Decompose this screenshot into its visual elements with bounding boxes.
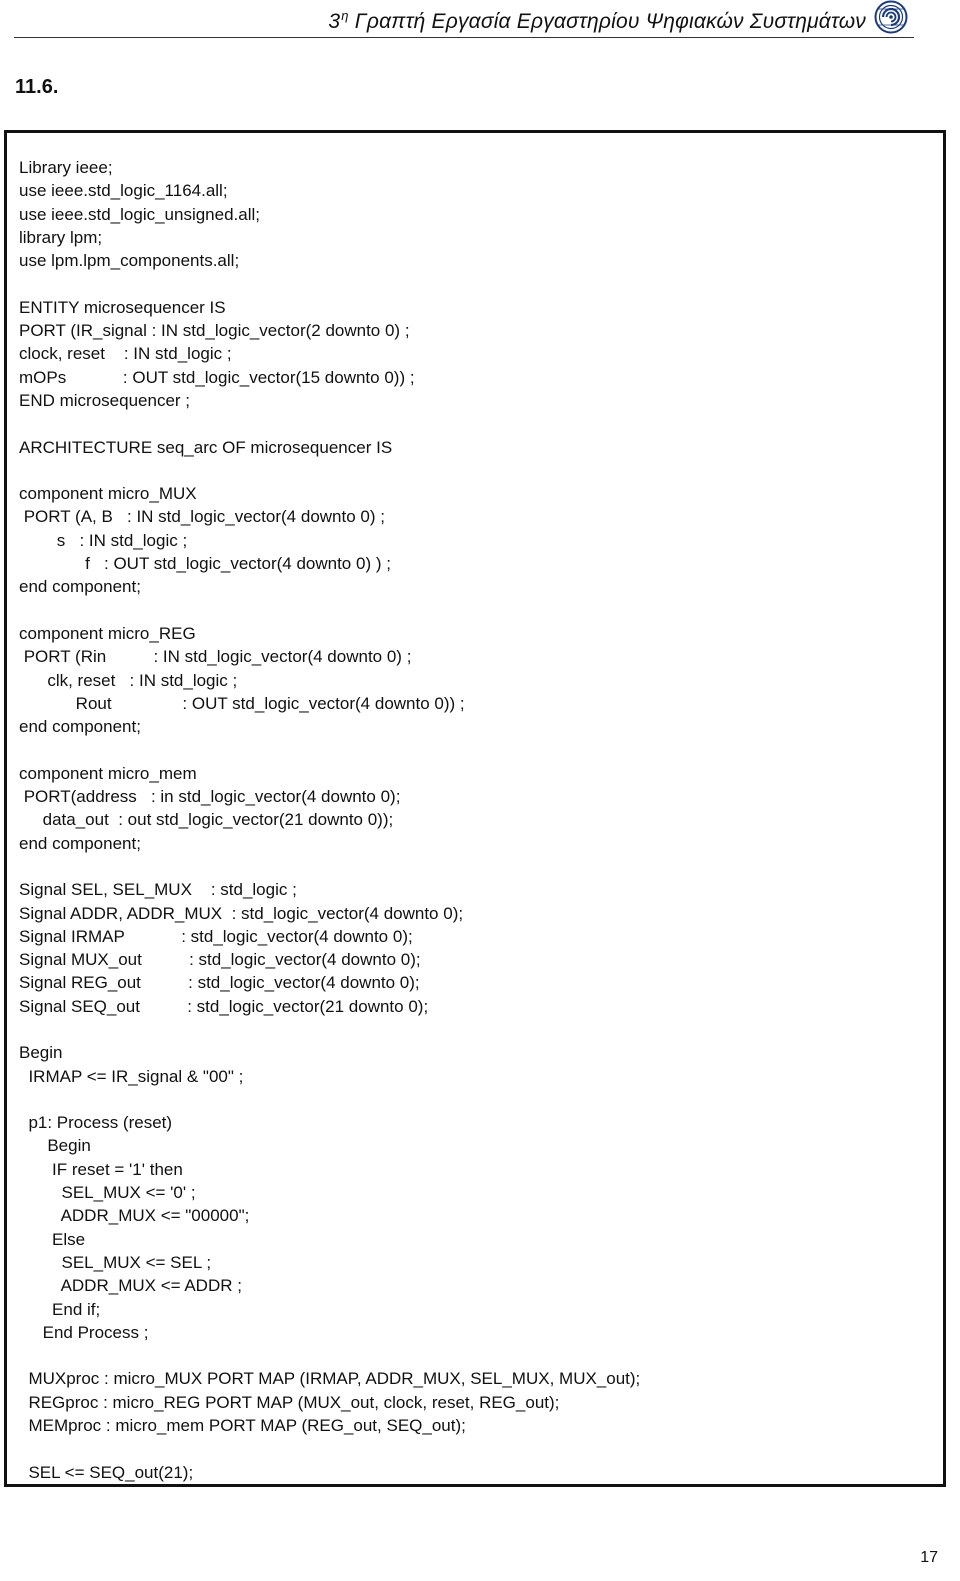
code-line: Begin [19, 1043, 63, 1063]
code-line: PORT (Rin : IN std_logic_vector(4 downto 0) ; [19, 647, 412, 667]
code-line: Signal IRMAP : std_logic_vector(4 downto 0); [19, 926, 413, 946]
header-divider [14, 37, 914, 38]
page-number: 17 [920, 1549, 938, 1566]
code-line: ARCHITECTURE seq_arc OF microsequencer IS [19, 437, 393, 457]
code-line: MEMproc : micro_mem PORT MAP (REG_out, SEQ_out); [19, 1416, 466, 1436]
header-title-ordinal: 3 [328, 10, 341, 33]
code-line: Signal REG_out : std_logic_vector(4 downto 0); [19, 973, 420, 993]
code-line: Begin [19, 1136, 91, 1156]
code-line [19, 1088, 640, 1111]
code-line: component micro_REG [19, 623, 196, 643]
code-line: PORT(address : in std_logic_vector(4 downto 0); [19, 787, 401, 807]
header-title-text: Γραπτή Εργασία Εργαστηρίου Ψηφιακών Συστημάτων [348, 10, 866, 33]
code-line [19, 599, 640, 622]
code-line: Signal SEQ_out : std_logic_vector(21 downto 0); [19, 996, 429, 1016]
code-line [19, 459, 640, 482]
vhdl-code-listing [19, 156, 640, 1484]
code-line: Rout : OUT std_logic_vector(4 downto 0)) ; [19, 693, 465, 713]
code-line: End Process ; [19, 1322, 149, 1342]
code-line: IRMAP <= IR_signal & "00" ; [19, 1066, 244, 1086]
code-line: END microsequencer ; [19, 390, 191, 410]
header-title-ordinal-suffix: η [341, 8, 349, 23]
code-line: use ieee.std_logic_unsigned.all; [19, 204, 261, 224]
code-line [19, 272, 640, 295]
code-line: ENTITY microsequencer IS [19, 297, 226, 317]
code-line: s : IN std_logic ; [19, 530, 188, 550]
code-line: f : OUT std_logic_vector(4 downto 0) ) ; [19, 554, 391, 574]
code-line: component micro_mem [19, 763, 197, 783]
code-line: ADDR_MUX <= ADDR ; [19, 1276, 242, 1296]
code-listing-box [4, 130, 946, 1487]
code-line: data_out : out std_logic_vector(21 downto 0)); [19, 810, 394, 830]
code-line: ADDR_MUX <= "00000"; [19, 1206, 250, 1226]
code-line: Library ieee; [19, 158, 113, 177]
code-line [19, 1437, 640, 1460]
code-line: Signal MUX_out : std_logic_vector(4 downto 0); [19, 950, 421, 970]
header-title [328, 8, 866, 34]
code-line [19, 738, 640, 761]
code-line [19, 1018, 640, 1041]
code-line [19, 855, 640, 878]
code-line: use lpm.lpm_components.all; [19, 251, 240, 271]
code-line: library lpm; [19, 227, 103, 247]
code-line: SEL <= SEQ_out(21); [19, 1462, 194, 1482]
code-line: component micro_MUX [19, 484, 197, 504]
code-line: end component; [19, 717, 141, 737]
code-line: use ieee.std_logic_1164.all; [19, 181, 228, 201]
code-line: SEL_MUX <= '0' ; [19, 1183, 196, 1203]
code-line: End if; [19, 1299, 101, 1319]
code-line: end component; [19, 577, 141, 597]
code-line: clk, reset : IN std_logic ; [19, 670, 238, 690]
code-line [19, 1344, 640, 1367]
code-line [19, 412, 640, 435]
code-line: Signal SEL, SEL_MUX : std_logic ; [19, 880, 297, 900]
code-line: p1: Process (reset) [19, 1113, 173, 1133]
university-logo-icon [874, 0, 908, 34]
code-line: Signal ADDR, ADDR_MUX : std_logic_vector(4 downto 0); [19, 903, 464, 923]
code-line: end component; [19, 833, 141, 853]
code-line: SEL_MUX <= SEL ; [19, 1252, 212, 1272]
code-line: Else [19, 1229, 86, 1249]
code-line: IF reset = '1' then [19, 1159, 183, 1179]
page-header [0, 0, 960, 40]
code-line: PORT (IR_signal : IN std_logic_vector(2 downto 0) ; [19, 321, 410, 341]
code-line: mOPs : OUT std_logic_vector(15 downto 0)) ; [19, 367, 415, 387]
code-line: clock, reset : IN std_logic ; [19, 344, 232, 364]
code-line: REGproc : micro_REG PORT MAP (MUX_out, clock, reset, REG_out); [19, 1392, 560, 1412]
section-number: 11.6. [15, 76, 59, 98]
code-line: MUXproc : micro_MUX PORT MAP (IRMAP, ADDR_MUX, SEL_MUX, MUX_out); [19, 1369, 641, 1389]
code-line: PORT (A, B : IN std_logic_vector(4 downto 0) ; [19, 507, 385, 527]
